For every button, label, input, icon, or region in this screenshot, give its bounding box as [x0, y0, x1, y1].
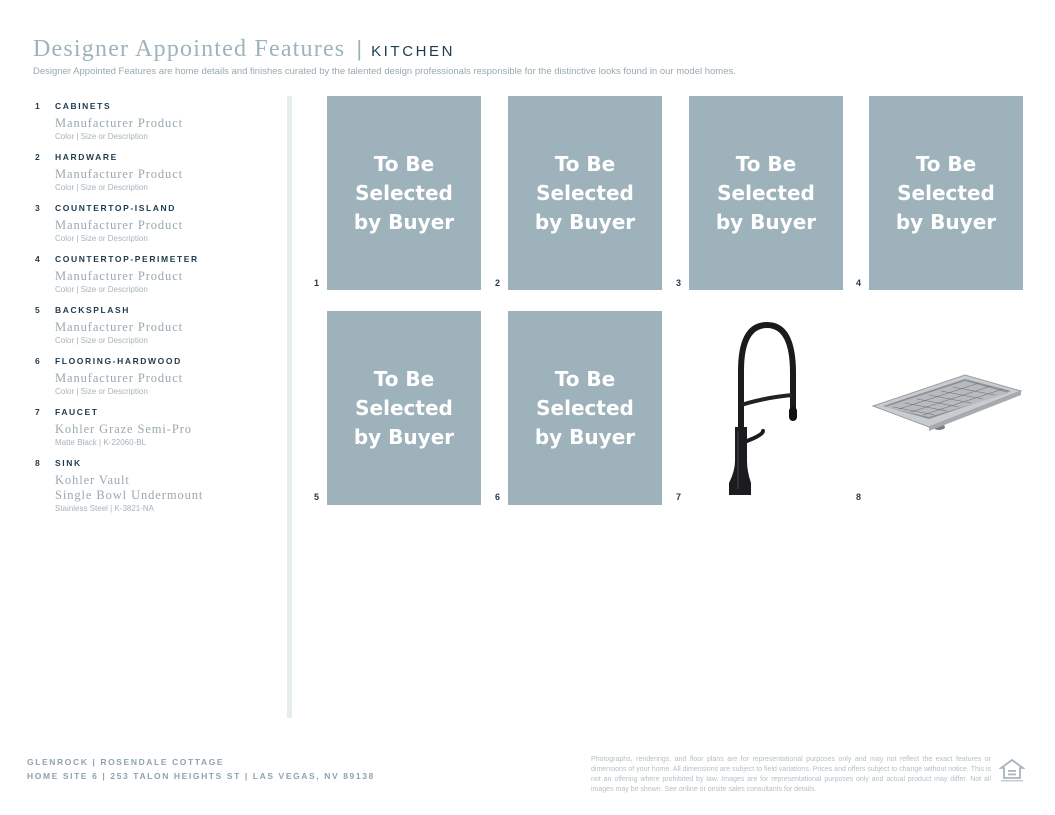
feature-detail: Color | Size or Description — [55, 336, 148, 345]
feature-number: 7 — [35, 407, 40, 417]
feature-category: BACKSPLASH — [55, 305, 131, 315]
feature-item — [35, 456, 280, 514]
placeholder-tile — [327, 96, 481, 290]
sink-image — [869, 311, 1023, 505]
feature-number: 2 — [35, 152, 40, 162]
feature-number: 4 — [35, 254, 40, 264]
feature-item — [35, 354, 280, 405]
feature-detail: Color | Size or Description — [55, 387, 148, 396]
faucet-image — [689, 311, 843, 505]
feature-product: Manufacturer Product — [55, 320, 184, 334]
feature-category: FLOORING-HARDWOOD — [55, 356, 182, 366]
placeholder-text: To Be Selected by Buyer — [534, 366, 636, 449]
feature-list — [35, 99, 280, 514]
feature-number: 3 — [35, 203, 40, 213]
feature-category: COUNTERTOP-PERIMETER — [55, 254, 199, 264]
placeholder-tile — [689, 96, 843, 290]
feature-detail: Stainless Steel | K-3821-NA — [55, 504, 155, 513]
placeholder-text: To Be Selected by Buyer — [895, 151, 997, 234]
feature-item — [35, 252, 280, 303]
placeholder-text: To Be Selected by Buyer — [715, 151, 817, 234]
feature-item — [35, 405, 280, 456]
room-name: KITCHEN — [371, 43, 456, 60]
feature-number: 5 — [35, 305, 40, 315]
legal-disclaimer: Photographs, renderings, and floor plans are for representational purposes only and may not reflect the exact features or dimensions of your home. All dimensions are subject to field variations. Prices and offers subject to change without notice. This is not an offering where prohibited by law. Images are for representational purposes only and actual product may differ. Not all images may be shown. See online or onsite sales consultants for details. — [591, 756, 991, 793]
feature-category: CABINETS — [55, 101, 112, 111]
feature-product: Manufacturer Product — [55, 218, 184, 232]
feature-detail: Matte Black | K-22060-BL — [55, 438, 147, 447]
tile-number: 7 — [676, 492, 682, 502]
tile-number: 8 — [856, 492, 862, 502]
page-header — [33, 36, 455, 63]
feature-item — [35, 201, 280, 252]
page-title: Designer Appointed Features — [33, 36, 346, 62]
feature-category: FAUCET — [55, 407, 99, 417]
placeholder-tile — [327, 311, 481, 505]
feature-number: 1 — [35, 101, 40, 111]
feature-product: Manufacturer Product — [55, 371, 184, 385]
tile-number: 6 — [495, 492, 501, 502]
feature-detail: Color | Size or Description — [55, 183, 148, 192]
feature-detail: Color | Size or Description — [55, 234, 148, 243]
placeholder-tile — [869, 96, 1023, 290]
feature-product: Manufacturer Product — [55, 116, 184, 130]
equal-housing-opportunity-icon — [999, 758, 1025, 784]
feature-category: HARDWARE — [55, 152, 118, 162]
placeholder-text: To Be Selected by Buyer — [353, 151, 455, 234]
placeholder-text: To Be Selected by Buyer — [353, 366, 455, 449]
feature-item — [35, 303, 280, 354]
tile-number: 2 — [495, 278, 501, 288]
feature-number: 8 — [35, 458, 40, 468]
placeholder-tile — [508, 96, 662, 290]
community-name: GLENROCK | ROSENDALE COTTAGE — [27, 757, 225, 767]
feature-category: SINK — [55, 458, 82, 468]
feature-detail: Color | Size or Description — [55, 132, 148, 141]
feature-product: Kohler Graze Semi-Pro — [55, 422, 192, 436]
feature-detail: Color | Size or Description — [55, 285, 148, 294]
tile-number: 4 — [856, 278, 862, 288]
tile-number: 5 — [314, 492, 320, 502]
feature-product: Manufacturer Product — [55, 167, 184, 181]
feature-item — [35, 99, 280, 150]
placeholder-tile — [508, 311, 662, 505]
community-info — [27, 755, 375, 783]
column-divider — [287, 96, 292, 718]
feature-category: COUNTERTOP-ISLAND — [55, 203, 177, 213]
placeholder-text: To Be Selected by Buyer — [534, 151, 636, 234]
feature-product-line2: Single Bowl Undermount — [55, 488, 204, 502]
title-separator: | — [356, 36, 363, 61]
tile-number: 1 — [314, 278, 320, 288]
feature-item — [35, 150, 280, 201]
page-subtitle: Designer Appointed Features are home details and finishes curated by the talented design professionals responsible for the distinctive looks found in our model homes. — [33, 66, 736, 77]
feature-product: Kohler Vault — [55, 473, 130, 487]
feature-product: Manufacturer Product — [55, 269, 184, 283]
homesite-address: HOME SITE 6 | 253 TALON HEIGHTS ST | LAS VEGAS, NV 89138 — [27, 771, 375, 781]
tile-number: 3 — [676, 278, 682, 288]
feature-number: 6 — [35, 356, 40, 366]
